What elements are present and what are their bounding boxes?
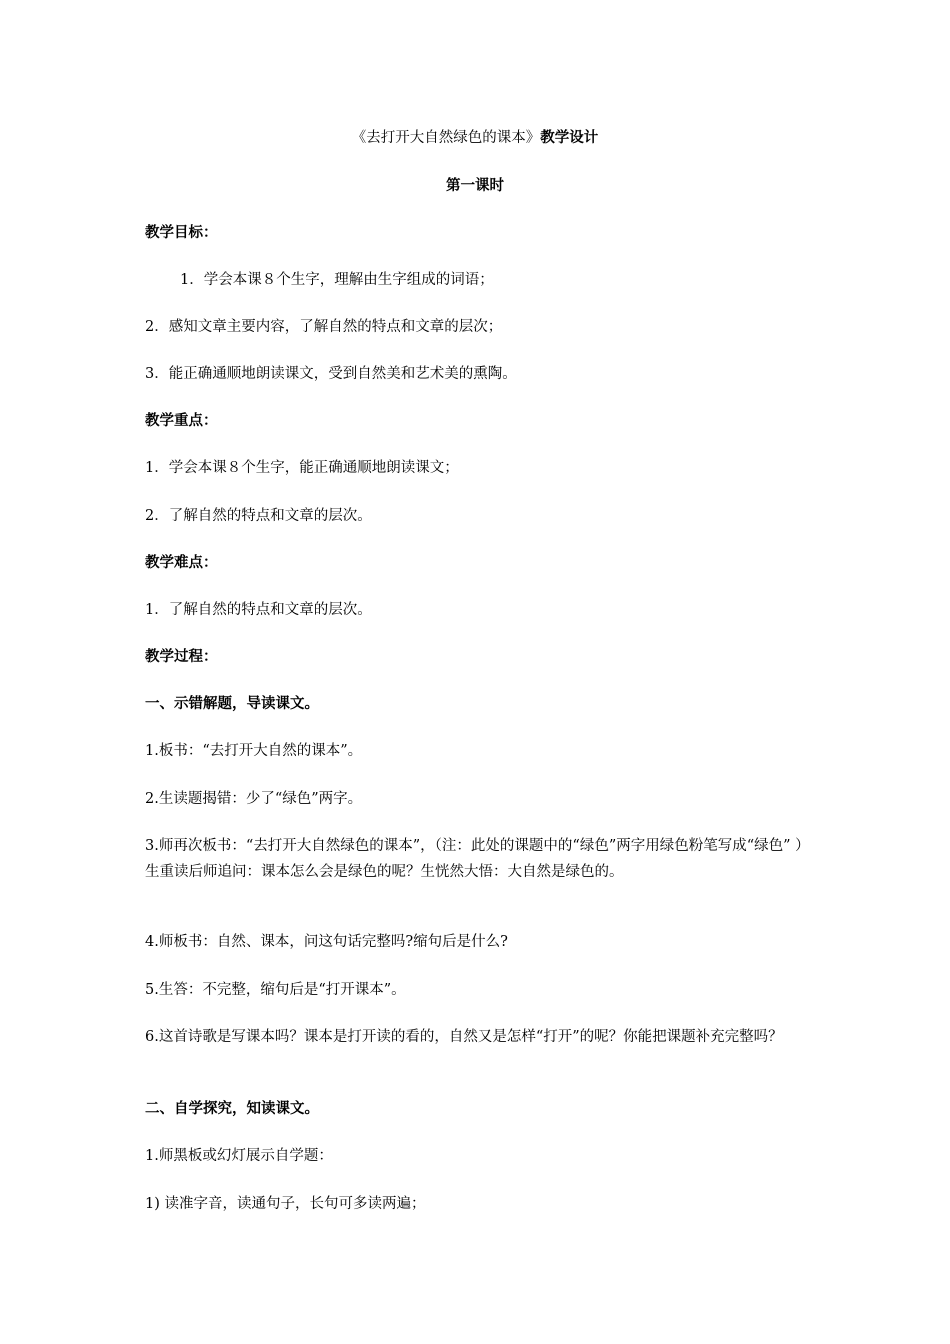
document-title-tail: 教学设计 (540, 129, 599, 146)
section1-item: 4.师板书：自然、课本，问这句话完整吗?缩句后是什么? (145, 934, 508, 950)
difficulties-heading: 教学难点： (145, 554, 218, 571)
process-heading: 教学过程： (145, 648, 218, 665)
goals-heading: 教学目标： (145, 224, 218, 241)
section1-heading: 一、示错解题，导读课文。 (145, 695, 319, 712)
difficulty-item: 1．了解自然的特点和文章的层次。 (145, 602, 372, 618)
key-points-heading: 教学重点： (145, 412, 218, 429)
document-title (0, 125, 950, 151)
goal-item: 2．感知文章主要内容，了解自然的特点和文章的层次； (145, 319, 503, 335)
section2-item: 1.师黑板或幻灯展示自学题： (145, 1148, 333, 1164)
document-title-main: 《去打开大自然绿色的课本》 (351, 130, 541, 146)
key-point-item: 2．了解自然的特点和文章的层次。 (145, 508, 372, 524)
document-subtitle: 第一课时 (446, 177, 504, 194)
section1-item: 3.师再次板书：“去打开大自然绿色的课本”，（注：此处的课题中的“绿色”两字用绿色粉笔写成“绿色” ）生重读后师追问：课本怎么会是绿色的呢？生恍然大悟：大自然是绿色的。 (145, 838, 810, 880)
section1-item: 1.板书：“去打开大自然的课本”。 (145, 743, 363, 759)
goal-item: 3．能正确通顺地朗读课文，受到自然美和艺术美的熏陶。 (145, 366, 517, 382)
section2-heading: 二、自学探究，知读课文。 (145, 1100, 319, 1117)
goal-item: 1．学会本课８个生字，理解由生字组成的词语； (180, 272, 494, 288)
section2-item: 1) 读准字音，读通句子，长句可多读两遍； (145, 1196, 426, 1212)
section1-item: 2.生读题揭错：少了“绿色”两字。 (145, 791, 363, 807)
section1-item: 5.生答：不完整，缩句后是“打开课本”。 (145, 982, 406, 998)
section1-item: 6.这首诗歌是写课本吗？课本是打开读的看的，自然又是怎样“打开”的呢？你能把课题补充完整吗？ (145, 1029, 783, 1045)
key-point-item: 1．学会本课８个生字，能正确通顺地朗读课文； (145, 460, 459, 476)
